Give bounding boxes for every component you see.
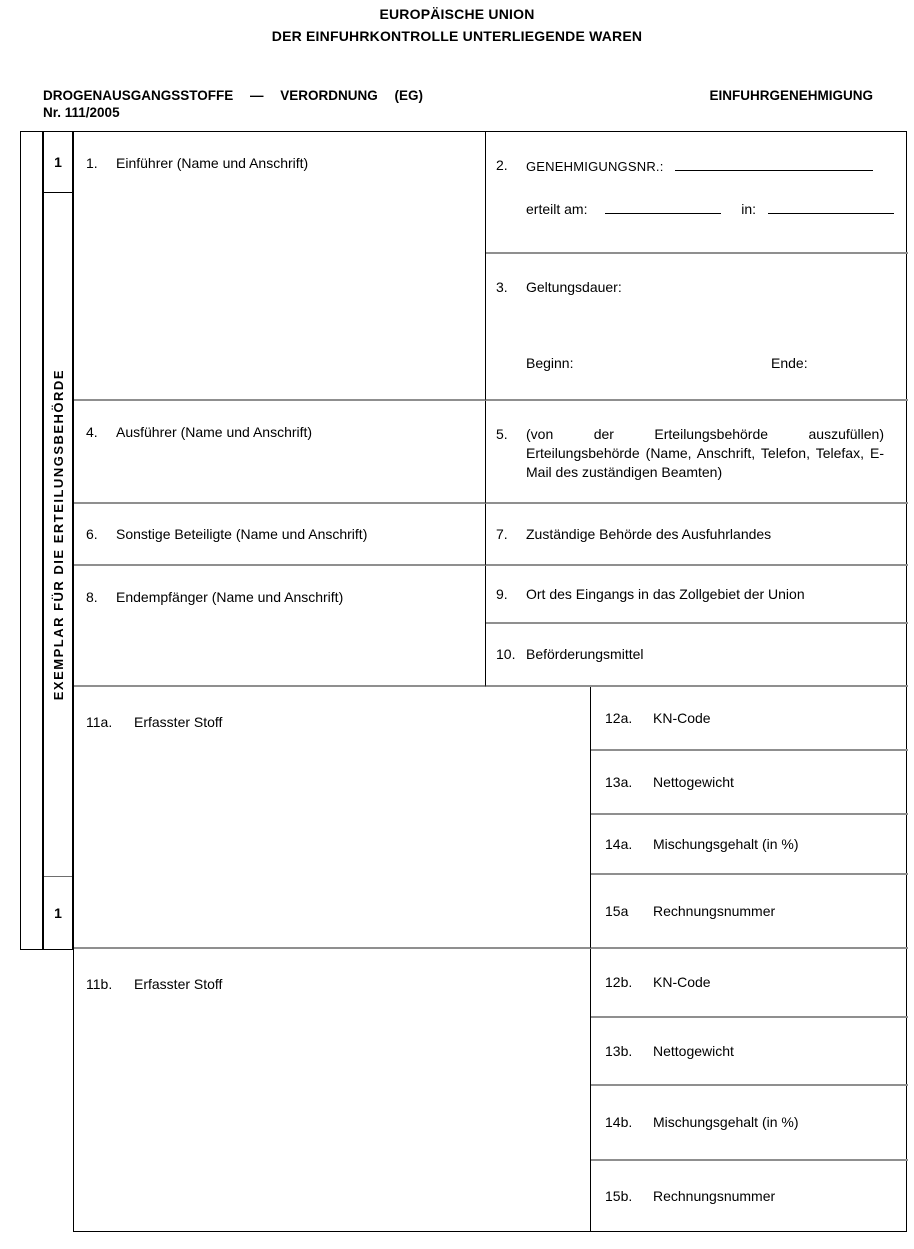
field-5-label: (von der Erteilungsbehörde auszufüllen) Erteilungsbehörde (Name, Anschrift, Telefon, Telefax, E-Mail des zuständigen Beamten) xyxy=(526,426,884,480)
field-9-place-of-entry xyxy=(486,566,908,624)
sidebar-bracket-column xyxy=(20,131,43,950)
field-1-number: 1. xyxy=(86,155,98,171)
goods-subject-title: DER EINFUHRKONTROLLE UNTERLIEGENDE WAREN xyxy=(271,28,643,44)
field-15a-label: Rechnungsnummer xyxy=(653,902,776,919)
field-4-number: 4. xyxy=(86,424,98,440)
issued-in-blank-line xyxy=(768,199,894,214)
field-13b-net-weight xyxy=(591,1018,908,1086)
field-8-final-consignee xyxy=(74,566,486,687)
field-2-label: GENEHMIGUNGSNR.: xyxy=(526,159,664,174)
field-7-number: 7. xyxy=(496,525,508,542)
field-13b-number: 13b. xyxy=(605,1042,633,1059)
field-2-authorization-no xyxy=(486,132,908,254)
field-15a-number: 15a xyxy=(605,902,629,919)
field-13a-net-weight xyxy=(591,751,908,815)
field-14b-label: Mischungsgehalt (in %) xyxy=(653,1114,799,1131)
field-12a-cn-code xyxy=(591,687,908,751)
field-8-number: 8. xyxy=(86,589,98,605)
copy-for-authority-label: EXEMPLAR FÜR DIE ERTEILUNGSBEHÖRDE xyxy=(50,368,66,701)
field-13a-number: 13a. xyxy=(605,773,633,790)
field-15b-invoice-number xyxy=(591,1161,908,1231)
field-6-label: Sonstige Beteiligte (Name und Anschrift) xyxy=(116,525,368,542)
field-4-label: Ausführer (Name und Anschrift) xyxy=(116,424,313,440)
field-7-label: Zuständige Behörde des Ausfuhrlandes xyxy=(526,525,772,542)
field-12b-number: 12b. xyxy=(605,974,633,991)
field-11a-scheduled-substance xyxy=(74,687,591,949)
field-13b-label: Nettogewicht xyxy=(653,1042,734,1059)
field-14a-number: 14a. xyxy=(605,835,633,852)
validity-end-label: Ende: xyxy=(771,355,808,371)
copy-number-bottom-box xyxy=(44,876,72,949)
field-15b-number: 15b. xyxy=(605,1187,633,1204)
field-14b-number: 14b. xyxy=(605,1114,633,1131)
copy-number-bottom: 1 xyxy=(54,905,62,921)
field-10-number: 10. xyxy=(496,646,516,663)
regulation-number: Nr. 111/2005 xyxy=(43,105,120,120)
union-title: EUROPÄISCHE UNION xyxy=(379,6,535,22)
field-11b-number: 11b. xyxy=(86,976,113,992)
field-5-number: 5. xyxy=(496,426,508,442)
field-15a-invoice-number xyxy=(591,875,908,949)
field-1-importer xyxy=(74,132,486,401)
field-10-label: Beförderungsmittel xyxy=(526,646,644,663)
field-4-exporter xyxy=(74,401,486,504)
issued-on-label: erteilt am: xyxy=(526,200,588,217)
copy-number-top: 1 xyxy=(54,154,62,170)
field-14a-mixture-content xyxy=(591,815,908,875)
field-9-number: 9. xyxy=(496,585,508,602)
field-3-label: Geltungsdauer: xyxy=(526,279,622,295)
field-13a-label: Nettogewicht xyxy=(653,773,734,790)
field-14b-mixture-content xyxy=(591,1086,908,1161)
field-11b-label: Erfasster Stoff xyxy=(134,976,223,992)
field-11a-number: 11a. xyxy=(86,714,113,730)
validity-begin-label: Beginn: xyxy=(526,355,574,371)
field-15b-label: Rechnungsnummer xyxy=(653,1187,776,1204)
field-14a-label: Mischungsgehalt (in %) xyxy=(653,835,799,852)
field-3-validity xyxy=(486,254,908,401)
field-11b-scheduled-substance xyxy=(74,949,591,1231)
field-7-export-country-authority xyxy=(486,504,908,566)
copy-number-top-box xyxy=(44,132,72,193)
field-5-issuing-authority xyxy=(486,401,908,504)
field-10-means-of-transport xyxy=(486,624,908,687)
copy-number-column xyxy=(43,131,73,950)
document-type-label: EINFUHRGENEHMIGUNG xyxy=(709,88,873,103)
regulation-block xyxy=(43,88,443,120)
field-8-label: Endempfänger (Name und Anschrift) xyxy=(116,589,344,605)
field-2-number: 2. xyxy=(496,157,508,173)
field-12b-cn-code xyxy=(591,949,908,1018)
issued-on-blank-line xyxy=(605,199,721,214)
field-12b-label: KN-Code xyxy=(653,974,711,991)
field-12a-number: 12a. xyxy=(605,709,633,726)
field-11a-label: Erfasster Stoff xyxy=(134,714,223,730)
copy-label-area xyxy=(44,193,72,876)
issued-in-label: in: xyxy=(741,200,757,217)
field-12a-label: KN-Code xyxy=(653,709,711,726)
authorization-no-blank-line xyxy=(675,156,873,171)
field-1-label: Einführer (Name und Anschrift) xyxy=(116,155,309,171)
field-3-number: 3. xyxy=(496,279,508,295)
field-6-other-parties xyxy=(74,504,486,566)
form-table xyxy=(73,131,907,1232)
regulation-title: DROGENAUSGANGSSTOFFE — VERORDNUNG (EG) xyxy=(43,88,424,103)
field-6-number: 6. xyxy=(86,525,98,542)
field-9-label: Ort des Eingangs in das Zollgebiet der Union xyxy=(526,585,805,602)
